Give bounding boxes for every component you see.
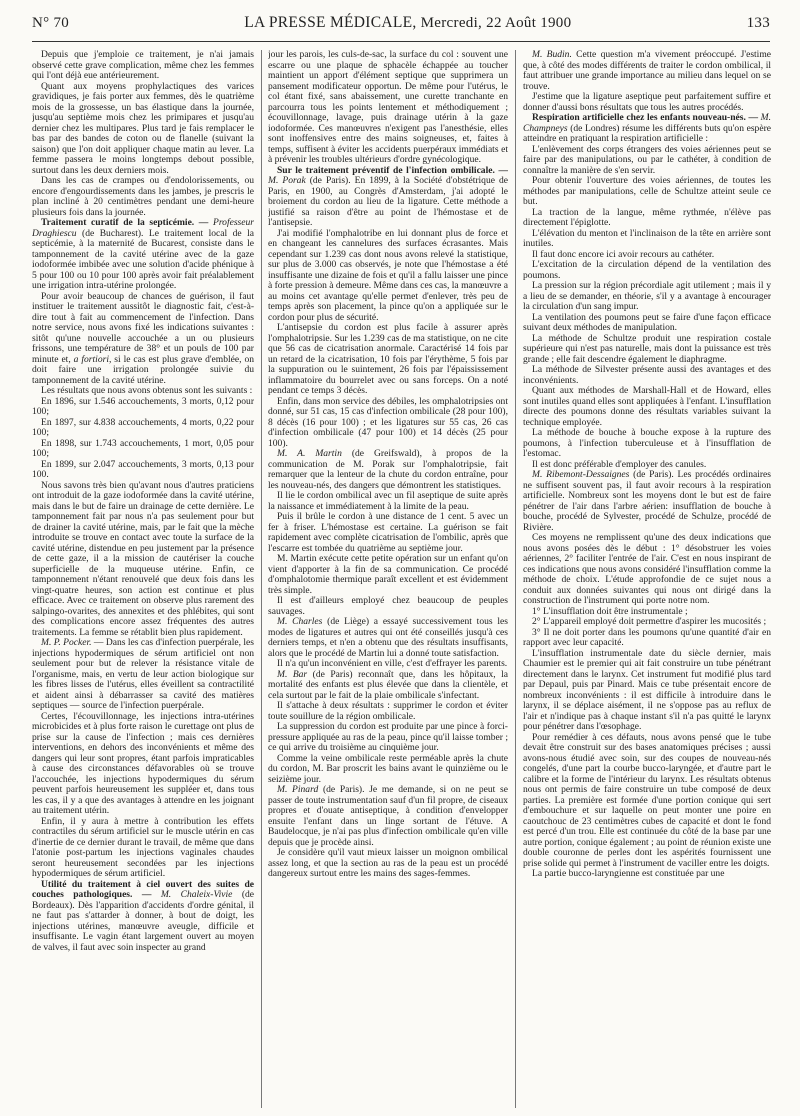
paragraph: Dans les cas de crampes ou d'endolorissements, ou encore d'engourdissements dans les jambes, je prescris le plan incliné à 20 centimètres pendant une demi-heure plusieurs fois dans la journée. [32, 175, 254, 218]
stat-line: En 1898, sur 1.743 accouchements, 1 mort, 0,05 pour 100; [32, 437, 254, 459]
paragraph: L'enlèvement des corps étrangers des voies aériennes peut se faire par des manipulations, ou par le cathéter, à condition de connaître la manière de s'en servir. [523, 143, 771, 176]
paragraph: La méthode de bouche à bouche expose à la rupture des poumons, à l'infection tuberculeuse et à l'insufflation de l'estomac. [523, 427, 771, 459]
author-name: M. Champneys [523, 112, 771, 134]
paragraph: J'estime que la ligature aseptique peut parfaitement suffire et donner d'aussi bons résultats que tous les autres procédés. [523, 91, 771, 113]
section-heading: Sur le traitement préventif de l'infection ombilicale. — [277, 164, 508, 176]
stat-line: En 1896, sur 1.546 accouchements, 3 morts, 0,12 pour 100; [32, 395, 254, 417]
paragraph-text: — Dans les cas d'infection puerpérale, les injections hypodermiques de sérum artificiel ont non seulement pour but de relever la résistance vitale de l'organisme, mais, en vertu de leur action biologique sur les fibres lisses de l'utérus, elles éveillent sa contractilité et aident ainsi à débarrasser sa cavité des matières septiques — source de l'infection puerpérale. [32, 637, 254, 711]
author-name: M. Porak [268, 175, 306, 186]
paragraph: J'ai modifié l'omphalotribe en lui donnant plus de force et en changeant les cannelures des surfaces écrasantes. Mais cependant sur 1.239 cas dont nous avons relevé la statistique, sur plus de 3.000 cas observés, je note que l'hémostase a été insuffisante une dizaine de fois et qu'il a fallu laisser une pince à forte pression à demeure. Même dans ces cas, la manœuvre a au moins cet avantage qu'elle permet d'enlever, très peu de temps après son placement, la pince qu'on a appliquée sur le cordon pour plus de sécurité. [268, 227, 508, 323]
paragraph-text: si le cas est plus grave d'emblée, on doit faire une irrigation prolongée suivie du tamponnement de la cavité utérine. [32, 353, 254, 386]
section-heading: Respiration artificielle chez les enfants nouveau-nés. — [532, 112, 759, 123]
paragraph [268, 449, 508, 491]
column-3 [523, 50, 771, 1108]
paragraph: Il s'attache à deux résultats : supprimer le cordon et éviter toute souillure de la région ombilicale. [268, 700, 508, 722]
author-name: Professeur Draghiescu [32, 217, 254, 239]
author-name: M. Budin. [532, 50, 572, 60]
paragraph: La pression sur la région précordiale agit utilement ; mais il y a lieu de se demander, en théorie, s'il y a avantage à encourager la circulation d'un sang impur. [523, 280, 771, 312]
paragraph: Depuis que j'emploie ce traitement, je n'ai jamais observé cette grave complication, même chez les femmes qui l'ont déjà eue antérieurement. [32, 50, 254, 81]
paragraph [32, 292, 254, 387]
paragraph: Je considère qu'il vaut mieux laisser un moignon ombilical assez long, et que la section au ras de la peau est un procédé dangereux surtout entre les mains des sages-femmes. [268, 847, 508, 879]
issue-date: Mercredi, 22 Août 1900 [420, 15, 572, 31]
stat-line: En 1897, sur 4.838 accouchements, 4 morts, 0,22 pour 100; [32, 416, 254, 438]
paragraph: Pour remédier à ces défauts, nous avons pensé que le tube devait être construit sur des bases anatomiques précises ; aussi avons-nous étudié avec soin, sur des coupes de nouveau-nés congelés, d'une part la courbe bucco-laryngée, et d'autre part le calibre et la forme de l'intérieur du larynx. Les résultats obtenus nous ont permis de faire construire un tube composé de deux parties. La première est formée d'une portion conique qui sert d'embouchure et sur laquelle on peut monter une poire en caoutchouc de 23 centimètres cubes de capacité et dont le fond est percé d'un trou. Elle est continuée du côté de la base par une autre portion, conique également ; au point de réunion existe une double couronne de perles dont les aspérités fournissent une prise solide qui permet à l'instrument de vaciller entre les doigts. [523, 731, 771, 869]
paragraph: Quant aux méthodes de Marshall-Hall et de Howard, elles sont inutiles quand elles sont appliquées à l'enfant. L'insufflation directe des poumons donne des résultats variables suivant la technique employée. [523, 385, 771, 428]
paragraph [523, 50, 771, 92]
paragraph: Comme la veine ombilicale reste perméable après la chute du cordon, M. Bar proscrit les bains avant le quinzième ou le seizième jour. [268, 752, 508, 785]
page-header [32, 14, 770, 36]
list-item: 1° L'insufflation doit être instrumentale ; [532, 605, 688, 617]
author-name: M. Pinard [277, 784, 319, 795]
author-name: M. Bar [277, 668, 308, 680]
paragraph: La suppression du cordon est produite par une pince à forci-pressure appliquée au ras de la peau, pince qu'il laisse tomber ; ce qui arrive du troisième au cinquième jour. [268, 721, 508, 753]
emphasis: a fortiori, [73, 353, 112, 365]
paragraph: Ces moyens ne remplissent qu'une des deux indications que nous avons posées dès le début : 1° désobstruer les voies aériennes, 2° faciliter l'entrée de l'air. C'est en nous inspirant de ces indications que nous avons considéré l'insufflation comme la méthode de choix. L'étude approfondie de ce sujet nous a conduit aux données suivantes qui nous ont dirigé dans la construction de l'instrument qui porte notre nom. [523, 532, 771, 606]
paragraph-text: Pour avoir beaucoup de chances de guérison, il faut instituer le traitement aussitôt le diagnostic fait, c'est-à-dire tout à fait au commencement de l'infection. Dans notre service, nous avons fixé les indications suivantes : sitôt qu'une nouvelle accouchée a un ou plusieurs frissons, une température de 38° et un pouls de 100 par minute et, [32, 290, 254, 365]
paragraph: Il n'a qu'un inconvénient en ville, c'est d'effrayer les parents. [277, 658, 508, 669]
paragraph: Enfin, dans mon service des débiles, les omphalotripsies ont donné, sur 51 cas, 15 cas d'infection ombilicale (28 pour 100), 8 décès (16 pour 100) ; et les ligatures sur 55 cas, 26 cas d'infection ombilicale (47 pour 100) et 14 décès (25 pour 100). [268, 395, 508, 449]
paragraph: L'insufflation instrumentale date du siècle dernier, mais Chaumier est le premier qui ait fait construire un tube pénétrant directement dans le larynx. Cet instrument fut modifié plus tard par Depaul, puis par Pinard. Mais ce tube présentait encore de nombreux inconvénients : il est difficile à introduire dans le larynx, il se déplace aisément, il ne s'oppose pas au reflux de l'air et n'indique pas à chaque instant s'il n'a pas quitté le larynx pour pénétrer dans l'œsophage. [523, 647, 771, 732]
column-1 [32, 50, 254, 1108]
paragraph [268, 617, 508, 659]
paragraph-text: Cette question m'a vivement préoccupé. J'estime que, à côté des modes différents de traiter le cordon ombilical, il faut attribuer une grande importance au milieu dans lequel on se trouve. [523, 50, 771, 92]
paragraph: La méthode de Silvester présente aussi des avantages et des inconvénients. [523, 364, 771, 386]
paragraph: Pour obtenir l'ouverture des voies aériennes, de toutes les méthodes par manipulations, celle de Schultze atteint seule ce but. [523, 175, 771, 207]
paragraph: Il lie le cordon ombilical avec un fil aseptique de suite après la naissance et immédiatement à la limite de la peau. [268, 490, 508, 512]
paragraph: L'élévation du menton et l'inclinaison de la tête en arrière sont inutiles. [523, 227, 771, 249]
paragraph-text: (de Londres) résume les différents buts qu'on espère atteindre en pratiquant la respiration artificielle : [523, 122, 771, 144]
author-name: M. Chaleix-Vivie [160, 889, 233, 900]
author-name: M. Ribemont-Dessaignes [532, 469, 630, 480]
paragraph [523, 470, 771, 533]
paragraph: Enfin, il y aura à mettre à contribution les effets contractiles du sérum artificiel sur le muscle utérin en cas d'inertie de ce dernier durant le travail, de même que dans l'atonie post-partum les injections vaginales chaudes seront heureusement secondées par les injections hypodermiques de sérum artificiel. [32, 815, 254, 879]
author-name: M. A. Martin [277, 448, 342, 459]
paragraph [32, 638, 254, 712]
section-paragraph [523, 113, 771, 145]
journal-title-line [244, 14, 571, 32]
list-item: 2° L'appareil employé doit permettre d'aspirer les mucosités ; [532, 616, 767, 627]
paragraph-text: (de Paris) reconnaît que, dans les hôpitaux, la mortalité des enfants est plus élevée que dans la clientèle, et cela surtout par le fait de la plaie ombilicale s'infectant. [268, 668, 508, 701]
paragraph: L'excitation de la circulation dépend de la ventilation des poumons. [523, 259, 771, 281]
paragraph: L'antisepsie du cordon est plus facile à assurer après l'omphalotripsie. Sur les 1.239 cas de ma statistique, on ne cite que 56 cas de cicatrisation anormale. Caractérisé 14 fois par un retard de la cicatrisation, 10 fois par l'érythème, 5 fois par la suppuration ou le suintement, 26 fois par l'épaississement inflammatoire du bourrelet avec ou sans forceps. On a noté pendant ce temps 3 décès. [268, 322, 508, 396]
column-divider [515, 50, 516, 1108]
header-rule [32, 41, 770, 42]
column-2 [268, 50, 508, 1108]
author-name: M. P. Pocker. [41, 637, 92, 648]
paragraph: Puis il brûle le cordon à une distance de 1 cent. 5 avec un fer à friser. L'hémostase est certaine. La guérison se fait rapidement avec complète cicatrisation de l'ombilic, après que l'escarre est tombée du quatrième au septième jour. [268, 511, 508, 554]
paragraph: Nous savons très bien qu'avant nous d'autres praticiens ont introduit de la gaze iodoformée dans la cavité utérine, mais dans le but de faire un drainage de cette dernière. Le tamponnement fait par nous n'a pas seulement pour but de drainer la cavité utérine, mais, par le fait que la mèche introduite se trouve en contact avec toute la surface de la cavité utérine, distendue en peu justement par la présence de cette gaze, il a la mission de cautériser la couche superficielle de la muqueuse utérine. Enfin, ce tamponnement n'étant renouvelé que deux fois dans les vingt-quatre heures, son action est continue et plus efficace. Avec ce traitement on observe plus rarement des salpingo-ovarites, des annexites et des phlébites, qui sont des complications encore assez fréquentes des autres traitements. La femme se rétablit bien plus rapidement. [32, 479, 254, 638]
paragraph: Les résultats que nous avons obtenus sont les suivants : [41, 385, 253, 396]
page-number: 133 [746, 15, 770, 31]
paragraph: La méthode de Schultze produit une respiration costale supérieure qui n'est pas naturelle, mais dont la puissance est très grande ; elle fait descendre également le diaphragme. [523, 332, 771, 365]
stat-line: En 1899, sur 2.047 accouchements, 3 morts, 0,13 pour 100. [32, 458, 254, 480]
paragraph: La ventilation des poumons peut se faire d'une façon efficace suivant deux méthodes de manipulation. [523, 311, 771, 333]
column-divider [261, 50, 262, 1108]
paragraph-text: (de Paris). Les procédés ordinaires ne suffisent souvent pas, il faut avoir recours à la respiration artificielle. Nombreux sont les moyens dont le but est de faire pénétrer de l'air dans l'arbre aérien: insufflation de bouche à bouche, procédé de Sylvester, procédé de Schulze, procédé de Rivière. [523, 469, 771, 533]
paragraph [268, 670, 508, 702]
paragraph: Certes, l'écouvillonnage, les injections intra-utérines microbicides et à plus forte raison le curettage ont plus de prise sur la cause de l'infection ; mais ces dernières interventions, en dehors des inconvénients et même des dangers qui leur sont propres, étant parfois impraticables à cause des circonstances défavorables où se trouve l'accouchée, les injections hypodermiques du sérum peuvent parfois heureusement les suppléer et, dans tous les cas, il y a que des avantages à attendre en les joignant au traitement utérin. [32, 710, 254, 816]
paragraph: La partie bucco-laryngienne est constituée par une [532, 868, 725, 879]
list-item: 3° Il ne doit porter dans les poumons qu'une quantité d'air en rapport avec leur capacité. [523, 626, 771, 648]
paragraph: Il est d'ailleurs employé chez beaucoup de peuples sauvages. [268, 595, 508, 617]
paragraph: M. Martin exécute cette petite opération sur un enfant qu'on vient d'apporter à la fin de sa communication. Ce procédé d'omphalotomie thermique paraît excellent et est évidemment très simple. [268, 553, 508, 596]
paragraph: jour les parois, les culs-de-sac, la surface du col : souvent une escarre ou une plaque de sphacèle échappée au toucher maintient un apport d'élément septique que supprimera un pansement modificateur opportun. De même pour l'utérus, le col étant fixé, sans abaissement, une curette tranchante en parcourra tous les points lentement et méthodiquement ; écouvillonnage, lavage, puis drainage utérin à la gaze iodoformée. Ces manœuvres n'exigent pas l'anesthésie, elles sont inoffensives entre des mains soigneuses, et, faites à temps, suffisent à éviter les accidents puerpéraux immédiats et à prévenir les troubles ultérieurs d'ordre gynécologique. [268, 50, 508, 165]
paragraph-text: (de Greifswald), à propos de la communication de M. Porak sur l'omphalotripsie, fait remarquer que la lenteur de la chute du cordon entraîne, pour les nouveau-nés, des dangers que démontrent les statistiques. [268, 448, 508, 491]
paragraph: La traction de la langue, même rythmée, n'élève pas directement l'épiglotte. [523, 206, 771, 228]
paragraph-text: (de Liège) a essayé successivement tous les modes de ligatures et autres qui ont été conseillés jusqu'à ces derniers temps, et n'en a obtenu que des résultats insuffisants, alors que le procédé de Martin lui a donné toute satisfaction. [268, 616, 508, 659]
paragraph-text: (de Paris). En 1899, à la Société d'obstétrique de Paris, en 1900, au Congrès d'Amsterdam, j'ai adopté le broiement du cordon au lieu de la ligature. Cette méthode a justifié sa raison d'être au point de l'hémostase et de l'antisepsie. [268, 175, 508, 228]
section-paragraph [32, 880, 254, 954]
section-paragraph [32, 218, 254, 292]
section-heading: Utilité du traitement à ciel ouvert des suites de couches pathologiques. — [32, 878, 254, 900]
paragraph-text: (de Bucharest). Le traitement local de la septicémie, à la maternité de Bucarest, consiste dans le tamponnement de la cavité utérine avec de la gaze iodoformée imbibée avec une solution d'acide phénique à 5 pour 100 ou 10 pour 100 après avoir fait préalablement une irrigation intra-utérine prolongée. [32, 227, 254, 291]
paragraph-text: (de Bordeaux). Dès l'apparition d'accidents d'ordre génital, il ne faut pas s'attarder à donner, à bout de doigt, les injections utérines, manœuvre aveugle, difficile et insuffisante. Le vagin étant largement ouvert au moyen de valves, il faut avec soin inspecter au grand [32, 889, 254, 953]
paragraph [268, 785, 508, 848]
author-name: M. Charles [277, 616, 323, 627]
section-heading: Traitement curatif de la septicémie. — [41, 217, 209, 228]
paragraph: Il faut donc encore ici avoir recours au cathéter. [532, 248, 715, 260]
paragraph: Quant aux moyens prophylactiques des varices gravidiques, je fais porter aux femmes, dès le quatrième mois de la grossesse, un bas élastique dans la journée, jusqu'au septième mois chez les primipares et jusqu'au dernier chez les multipares. Plus tard je fais remplacer le bas par des bandes de coton ou de flanelle (suivant la saison) que l'on doit appliquer chaque matin au lever. La femme passera le moins longtemps debout possible, surtout dans les deux derniers mois. [32, 80, 254, 176]
paragraph: Il est donc préférable d'employer des canules. [532, 458, 707, 470]
paragraph-text: (de Paris). Je me demande, si on ne peut se passer de toute instrumentation sauf d'un fil propre, de ciseaux propres et d'ouate antiseptique, à condition d'envelopper ensuite l'enfant dans un linge sortant de l'étuve. A Baudelocque, je n'ai pas plus d'infection ombilicale qu'en ville depuis que je procède ainsi. [268, 784, 508, 848]
journal-title: LA PRESSE MÉDICALE, [244, 14, 417, 31]
issue-number: N° 70 [32, 15, 70, 31]
section-paragraph [268, 166, 508, 229]
